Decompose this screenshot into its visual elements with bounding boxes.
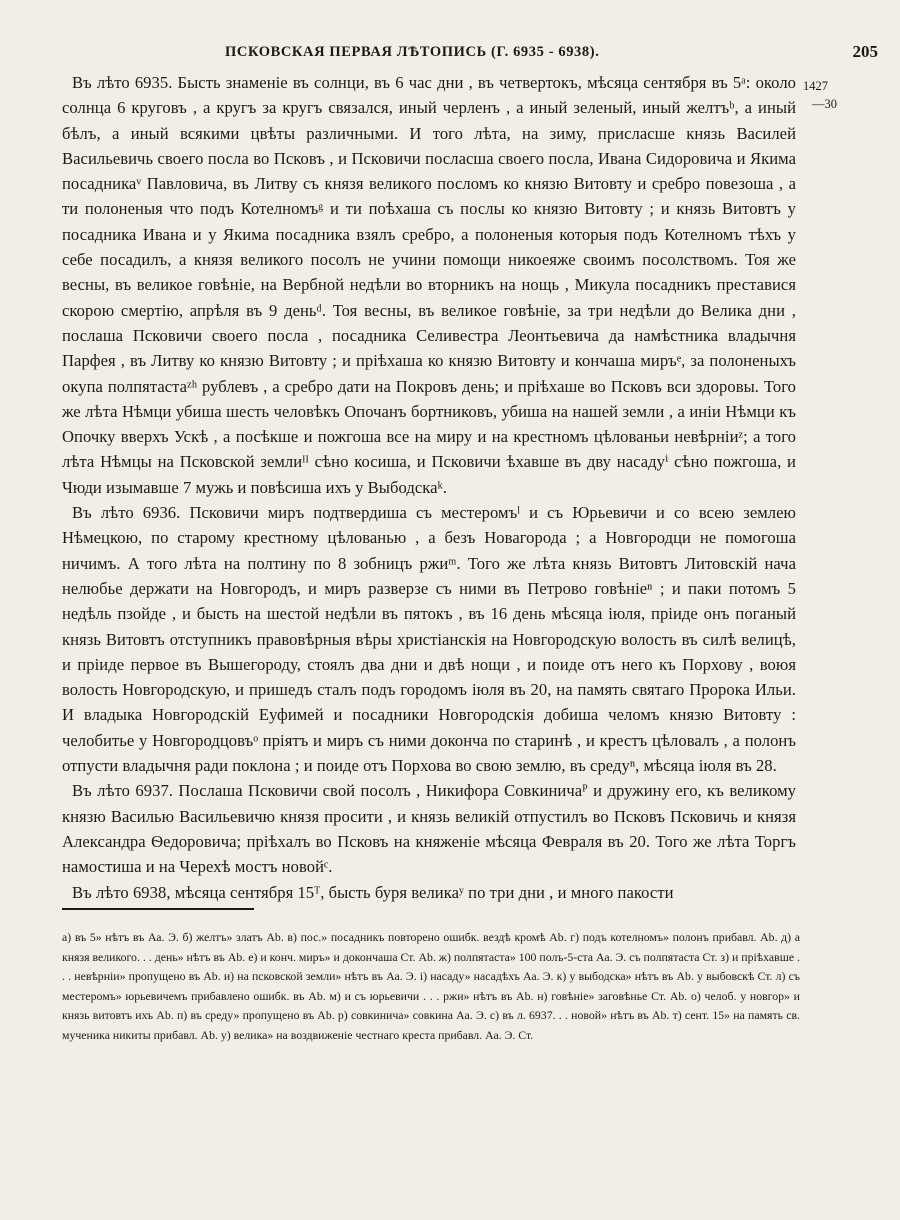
footnotes [62, 928, 800, 1046]
entry-6936: Въ лѣто 6936. Псковичи миръ подтвердиша съ местеромъˡ и съ Юрьевичи и со всею землею Нѣмецкою, по старому крестному цѣлованью , а безъ Новагорода ; а Новгородци не помогоша ничимъ. А того лѣта на полтину по 8 зобницъ ржиᵐ. Того же лѣта князь Витовтъ Литовскій нача нелюбье держати на Новгородъ, и миръ разверзе съ ними въ Петрово говѣніеⁿ ; и паки потомъ 5 недѣль пзойде , и бысть на шестой недѣли въ пятокъ , въ 16 день мѣсяца іюля, пріиде онъ поганый князь Витовтъ отступникъ правовѣрныя вѣры христіанскія на Новгородскую волость въ силѣ велицѣ, и пріиде первое въ Вышегороду, стоялъ два дни и двѣ нощи , и поиде отъ него къ Порхову , воюя волость Новгородскую, и пришедъ сталъ подъ городомъ іюля въ 20, на память святаго Пророка Ильи. И владыка Новгородскій Еуфимей и посадники Новгородскія добиша челомъ князю Витовту : челобитье у Новгородцовъᵒ пріятъ и миръ съ ними доконча по старинѣ , и крестъ цѣловалъ , а полонъ отпусти владычня ради поклона ; и поиде отъ Порхова во свою землю, въ средуⁿ, мѣсяца іюля въ 28. [62, 503, 796, 776]
entry-6937: Въ лѣто 6937. Послаша Псковичи свой посолъ , Никифора Совкиничаᴾ и дружину его, къ великому князю Василью Васильевичю князя просити , и князь великій отпустилъ во Псковъ Псковичь и князя Александра Ѳедоровича; пріѣхалъ во Псковъ на княженіе мѣсяца Февраля въ 20. Того же лѣта Торгъ намостиша и на Черехѣ мостъ новойᶜ. [62, 781, 796, 877]
margin-year-start: 1427 [803, 79, 828, 93]
page-number: 205 [852, 42, 878, 61]
running-header [60, 42, 878, 66]
footnote-text: а) въ 5» нѣтъ въ Аа. Э. б) желтъ» златъ Аb. в) пос.» посадникъ повторено ошибк. вездѣ кромѣ Аb. г) подъ котелномъ» полонъ прибавл. Аb. д) а князя великого. . . день» нѣтъ въ Аb. е) и конч. миръ» и докончаша Ст. Аb. ж) полпятаста» 100 полъ-5-ста Аа. Э. съ полпятаста Ст. з) и пріѣхавше . . . невѣрніи» пропущено въ Аb. и) на псковской земли» нѣтъ въ Аа. Э. і) насаду» насадѣхъ Аа. Э. к) у выбодска» нѣтъ въ Аb. у выбовскѣ Ст. л) съ местеромъ» юрьевичемъ прибавлено ошибк. въ Аb. м) и съ юрьевичи . . . ржи» нѣтъ въ Аb. н) говѣніе» заговѣнье Ст. Аb. о) челоб. у новгор» и князь витовтъ ихъ Аb. п) въ среду» пропущено въ Аb. р) совкинича» совкина Аа. Э. с) въ л. 6937. . . новой» нѣтъ въ Аb. т) сент. 15» на память св. мученика никиты прибавл. Аb. у) велика» на воздвиженіе честнаго креста прибавл. Аа. Э. Ст. [62, 930, 800, 1042]
footnote-divider [62, 908, 254, 910]
entry-6935: Въ лѣто 6935. Бысть знаменіе въ солнци, въ 6 час дни , въ четвертокъ, мѣсяца сентября въ 5ᵃ: около солнца 6 круговъ , а кругъ за кругъ связался, иный черленъ , а иный зеленый, иный желтъᵇ, а иный бѣлъ, а иный всякими цвѣты различными. И того лѣта, на зиму, присласше князь Василей Васильевичь своего посла во Псковъ , и Псковичи посласша своего посла, Ивана Сидоровича и Якима посадникаᵛ Павловича, въ Литву съ князя великого посломъ ко князю Витовту и сребро повезоша , а ти полоненыя что подъ Котелномъᵍ и ти поѣхаша съ послы ко князю Витовту ; и князь Витовтъ у посадника Ивана и у Якима посадника взялъ сребро, а полоненыя которыя подъ Котелномъ тѣхъ у себе посадилъ, а князя великого посолъ не учини помощи никоеяже своимъ посолствомъ. Тоя же весны, въ великое говѣніе, на Вербной недѣли во вторникъ на нощь , Микула посадникъ преставися скорою смертію, апрѣля въ 9 деньᵈ. Тоя весны, въ великое говѣніе, за три недѣли до Велика дни , послаша Псковичи своего посла , посадника Селивестра Леонтьевича да намѣстника владычня Парфея , въ Литву ко князю Витовту ; и пріѣхаша ко князю Витовту и кончаша миръᵉ, за полоненыхъ окупа полпятастаᶻʰ рублевъ , а сребро дати на Покровъ день; и пріѣхаше во Псковъ вси здоровы. Того же лѣта Нѣмци убиша шесть человѣкъ Опочанъ бортниковъ, убиша на нашей земли , а иніи Нѣмци къ Опочку вверхъ Ускѣ , а посѣкше и пожгоша все на миру и на крестномъ цѣлованьи невѣрніиᶻ; а того лѣта Нѣмцы на Псковской землиᴵᴵ сѣно косиша, и Псковичи ѣхавше въ дву насадуⁱ сѣно пожгоша, и Чюди изымавше 7 мужь и повѣсиша ихъ у Выбодскаᵏ. [62, 73, 796, 497]
header-title: ПСКОВСКАЯ ПЕРВАЯ ЛѢТОПИСЬ (Г. 6935 - 6938). [225, 44, 600, 60]
margin-year-end: —30 [812, 97, 837, 111]
chronicle-text [62, 70, 796, 905]
entry-6938: Въ лѣто 6938, мѣсяца сентября 15ᵀ, бысть буря великаʸ по три дни , и много пакости [72, 882, 674, 902]
